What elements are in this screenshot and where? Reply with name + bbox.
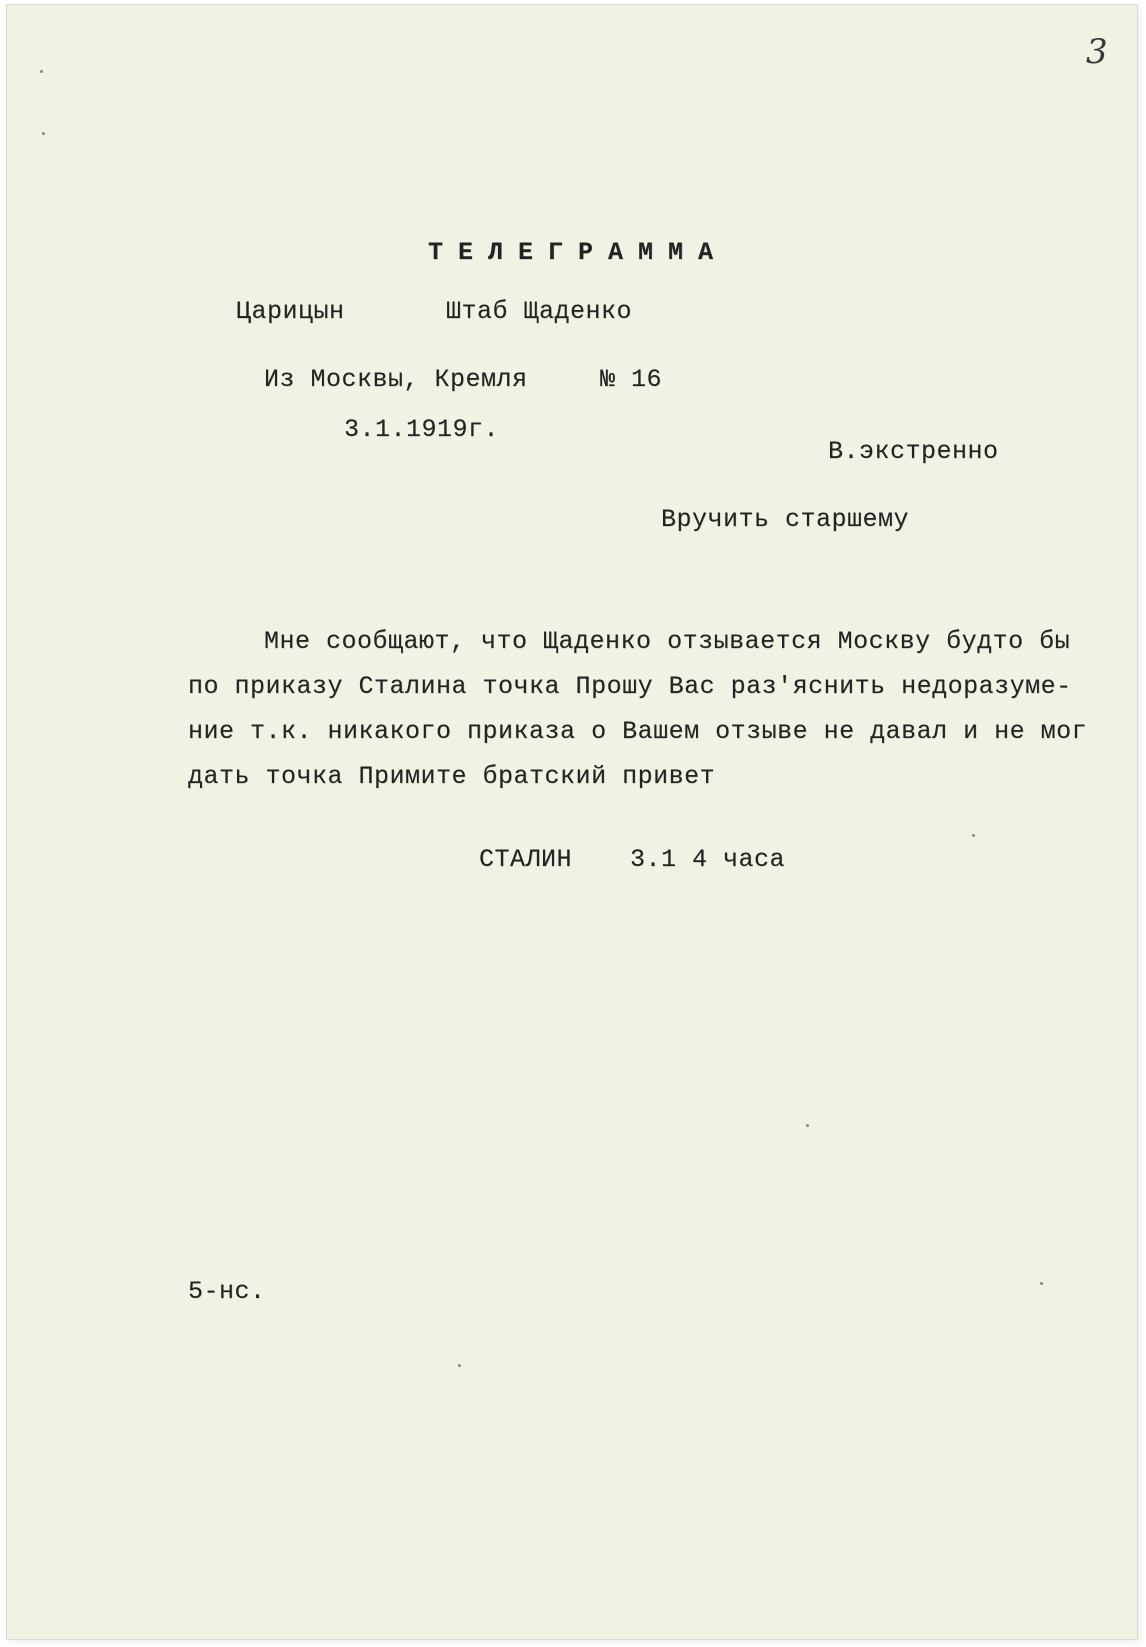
- telegram-body: [188, 619, 1088, 799]
- body-line: ние т.к. никакого приказа о Вашем отзыве не давал и не мог: [188, 717, 1088, 746]
- body-line: по приказу Сталина точка Прошу Вас раз'яснить недоразуме-: [188, 672, 1072, 701]
- paper-speck: [972, 834, 975, 837]
- document-title: Т Е Л Е Г Р А М М А: [428, 238, 714, 267]
- destination-city: Царицын: [236, 297, 345, 326]
- typist-mark: 5-нс.: [188, 1277, 266, 1306]
- signature: СТАЛИН: [479, 845, 573, 874]
- body-line: дать точка Примите братский привет: [188, 762, 716, 791]
- paper-speck: [458, 1364, 461, 1367]
- document-page: [6, 4, 1138, 1640]
- body-line: Мне сообщают, что Щаденко отзывается Москву будто бы: [264, 627, 1071, 656]
- paper-speck: [40, 70, 43, 73]
- paper-speck: [42, 132, 45, 135]
- origin-location: Из Москвы, Кремля: [264, 365, 528, 394]
- signature-time: 3.1 4 часа: [630, 845, 786, 874]
- paper-speck: [1040, 1282, 1043, 1285]
- destination-staff: Штаб Щаденко: [446, 297, 633, 326]
- telegram-date: 3.1.1919г.: [344, 415, 500, 444]
- telegram-number: № 16: [600, 365, 663, 394]
- handwritten-page-number: 3: [1086, 32, 1108, 72]
- paper-speck: [806, 1124, 809, 1127]
- delivery-instruction: Вручить старшему: [661, 505, 910, 534]
- urgency-mark: В.экстренно: [828, 437, 999, 466]
